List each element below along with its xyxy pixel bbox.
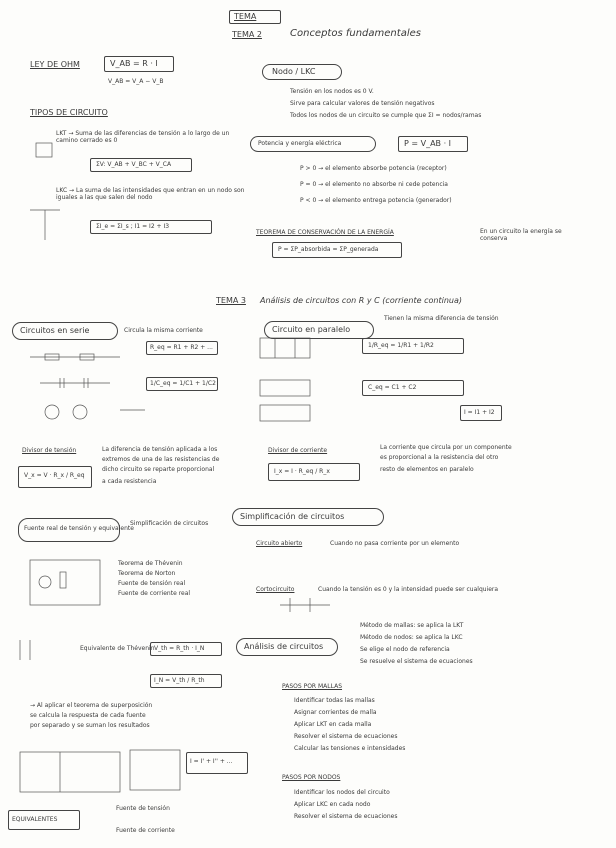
superposicion-text-2: se calcula la respuesta de cada fuente xyxy=(30,712,146,719)
potencia-item-2: P = 0 → el elemento no absorbe ni cede potencia xyxy=(300,181,448,188)
nodos-step-2: Aplicar LKC en cada nodo xyxy=(294,801,371,808)
ley-ohm-formula: V_AB = R · I xyxy=(110,59,158,68)
mallas-step-4: Resolver el sistema de ecuaciones xyxy=(294,733,398,740)
mallas-step-3: Aplicar LKT en cada malla xyxy=(294,721,372,728)
superposicion-text-3: por separado y se suman los resultados xyxy=(30,722,150,729)
pasos-nodos-title: PASOS POR NODOS xyxy=(282,774,341,781)
divisor-corriente-text-1: La corriente que circula por un componente xyxy=(380,444,512,451)
superposicion-text-1: → Al aplicar el teorema de superposición xyxy=(30,702,153,709)
tema-label: TEMA xyxy=(234,12,257,21)
serie-title: Circuitos en serie xyxy=(20,326,90,335)
cortocircuito-title: Cortocircuito xyxy=(256,586,295,593)
divisor-corriente-text-2: es proporcional a la resistencia del otro xyxy=(380,454,499,461)
nodo-title: Nodo / LKC xyxy=(272,67,316,76)
nodo-item-1: Tensión en los nodos es 0 V. xyxy=(290,88,374,95)
lkc-text: LKC → La suma de las intensidades que entran en un nodo son iguales a las que salen del nodo xyxy=(56,187,245,201)
paralelo-formula3: I = I1 + I2 xyxy=(464,409,495,416)
mallas-step-2: Asignar corrientes de malla xyxy=(294,709,377,716)
cortocircuito-text: Cuando la tensión es 0 y la intensidad puede ser cualquiera xyxy=(318,586,499,593)
divisor-tension-title: Divisor de tensión xyxy=(22,447,77,454)
paralelo-formula2: C_eq = C1 + C2 xyxy=(368,384,417,391)
ley-ohm-title: LEY DE OHM xyxy=(30,60,80,69)
thevenin-label: Equivalente de Thévenin xyxy=(80,645,155,652)
mallas-step-1: Identificar todas las mallas xyxy=(294,697,375,704)
divisor-corriente-title: Divisor de corriente xyxy=(268,447,328,454)
analisis-item-3: Se elige el nodo de referencia xyxy=(360,646,450,653)
paralelo-subtitle: Tienen la misma diferencia de tensión xyxy=(384,315,499,322)
equivalentes-label: EQUIVALENTES xyxy=(12,816,58,823)
teorema-note: En un circuito la energía se conserva xyxy=(480,228,562,242)
nodo-item-2: Sirve para calcular valores de tensión negativos xyxy=(290,100,435,107)
analisis-title: Análisis de circuitos xyxy=(244,642,324,651)
tema3-title: Análisis de circuitos con R y C (corriente continua) xyxy=(260,296,462,305)
potencia-title: Potencia y energía eléctrica xyxy=(258,140,342,147)
divisor-corriente-formula: I_x = I · R_eq / R_x xyxy=(274,468,330,475)
tipos-title: TIPOS DE CIRCUITO xyxy=(30,108,108,117)
circuito-abierto-text: Cuando no pasa corriente por un elemento xyxy=(330,540,460,547)
lkc-formula: ΣI_e = ΣI_s ; I1 = I2 + I3 xyxy=(96,223,170,230)
equiv-item-3: Fuente de tensión real xyxy=(118,580,186,587)
analisis-item-4: Se resuelve el sistema de ecuaciones xyxy=(360,658,473,665)
analisis-item-2: Método de nodos: se aplica la LKC xyxy=(360,634,463,641)
nodos-step-3: Resolver el sistema de ecuaciones xyxy=(294,813,398,820)
divisor-tension-text-4: a cada resistencia xyxy=(102,478,157,485)
divisor-tension-text-2: extremos de una de las resistencias de xyxy=(102,456,220,463)
equiv-title: Fuente real de tensión y equivalente xyxy=(24,525,134,532)
serie-formula2: 1/C_eq = 1/C1 + 1/C2 xyxy=(150,380,216,387)
lkt-formula: ΣV: V_AB + V_BC + V_CA xyxy=(96,161,172,168)
equivalentes-item-2: Fuente de corriente xyxy=(116,827,175,834)
divisor-corriente-text-3: resto de elementos en paralelo xyxy=(380,466,474,473)
equiv-subtitle: Simplificación de circuitos xyxy=(130,520,209,527)
equivalentes-item-1: Fuente de tensión xyxy=(116,805,170,812)
serie-subtitle: Circula la misma corriente xyxy=(124,327,203,334)
paralelo-title: Circuito en paralelo xyxy=(272,325,351,334)
potencia-item-1: P > 0 → el elemento absorbe potencia (receptor) xyxy=(300,165,447,172)
lkt-text: LKT → Suma de las diferencias de tensión a lo largo de un camino cerrado es 0 xyxy=(56,130,230,144)
potencia-formula: P = V_AB · I xyxy=(404,139,452,148)
pasos-mallas-title: PASOS POR MALLAS xyxy=(282,683,343,690)
superposicion-formula: I = I' + I'' + ... xyxy=(190,758,233,765)
tema3-label: TEMA 3 xyxy=(216,296,246,305)
equiv-item-4: Fuente de corriente real xyxy=(118,590,191,597)
analisis-item-1: Método de mallas: se aplica la LKT xyxy=(360,622,464,629)
tema2-label: TEMA 2 xyxy=(232,30,262,39)
nodo-item-3: Todos los nodos de un circuito se cumple que ΣI = nodos/ramas xyxy=(290,112,482,119)
divisor-tension-formula: V_x = V · R_x / R_eq xyxy=(24,472,85,479)
teorema-title: TEOREMA DE CONSERVACIÓN DE LA ENERGÍA xyxy=(256,229,394,236)
serie-formula1: R_eq = R1 + R2 + ... xyxy=(150,344,213,351)
in-formula: I_N = V_th / R_th xyxy=(154,677,205,684)
potencia-item-3: P < 0 → el elemento entrega potencia (generador) xyxy=(300,197,452,204)
equiv-item-2: Teorema de Norton xyxy=(118,570,176,577)
equiv-item-1: Teorema de Thévenin xyxy=(118,560,183,567)
nodos-step-1: Identificar los nodos del circuito xyxy=(294,789,390,796)
ley-ohm-sub: V_AB = V_A − V_B xyxy=(108,78,164,85)
tema2-title: Conceptos fundamentales xyxy=(290,28,421,39)
circuito-abierto-title: Circuito abierto xyxy=(256,540,303,547)
paralelo-formula1: 1/R_eq = 1/R1 + 1/R2 xyxy=(368,342,434,349)
simplificacion-title: Simplificación de circuitos xyxy=(240,512,345,521)
teorema-formula: P = ΣP_absorbida = ΣP_generada xyxy=(278,246,379,253)
vth-formula: V_th = R_th · I_N xyxy=(154,645,205,652)
divisor-tension-text-3: dicho circuito se reparte proporcional xyxy=(102,466,215,473)
divisor-tension-text-1: La diferencia de tensión aplicada a los xyxy=(102,446,218,453)
mallas-step-5: Calcular las tensiones e intensidades xyxy=(294,745,406,752)
